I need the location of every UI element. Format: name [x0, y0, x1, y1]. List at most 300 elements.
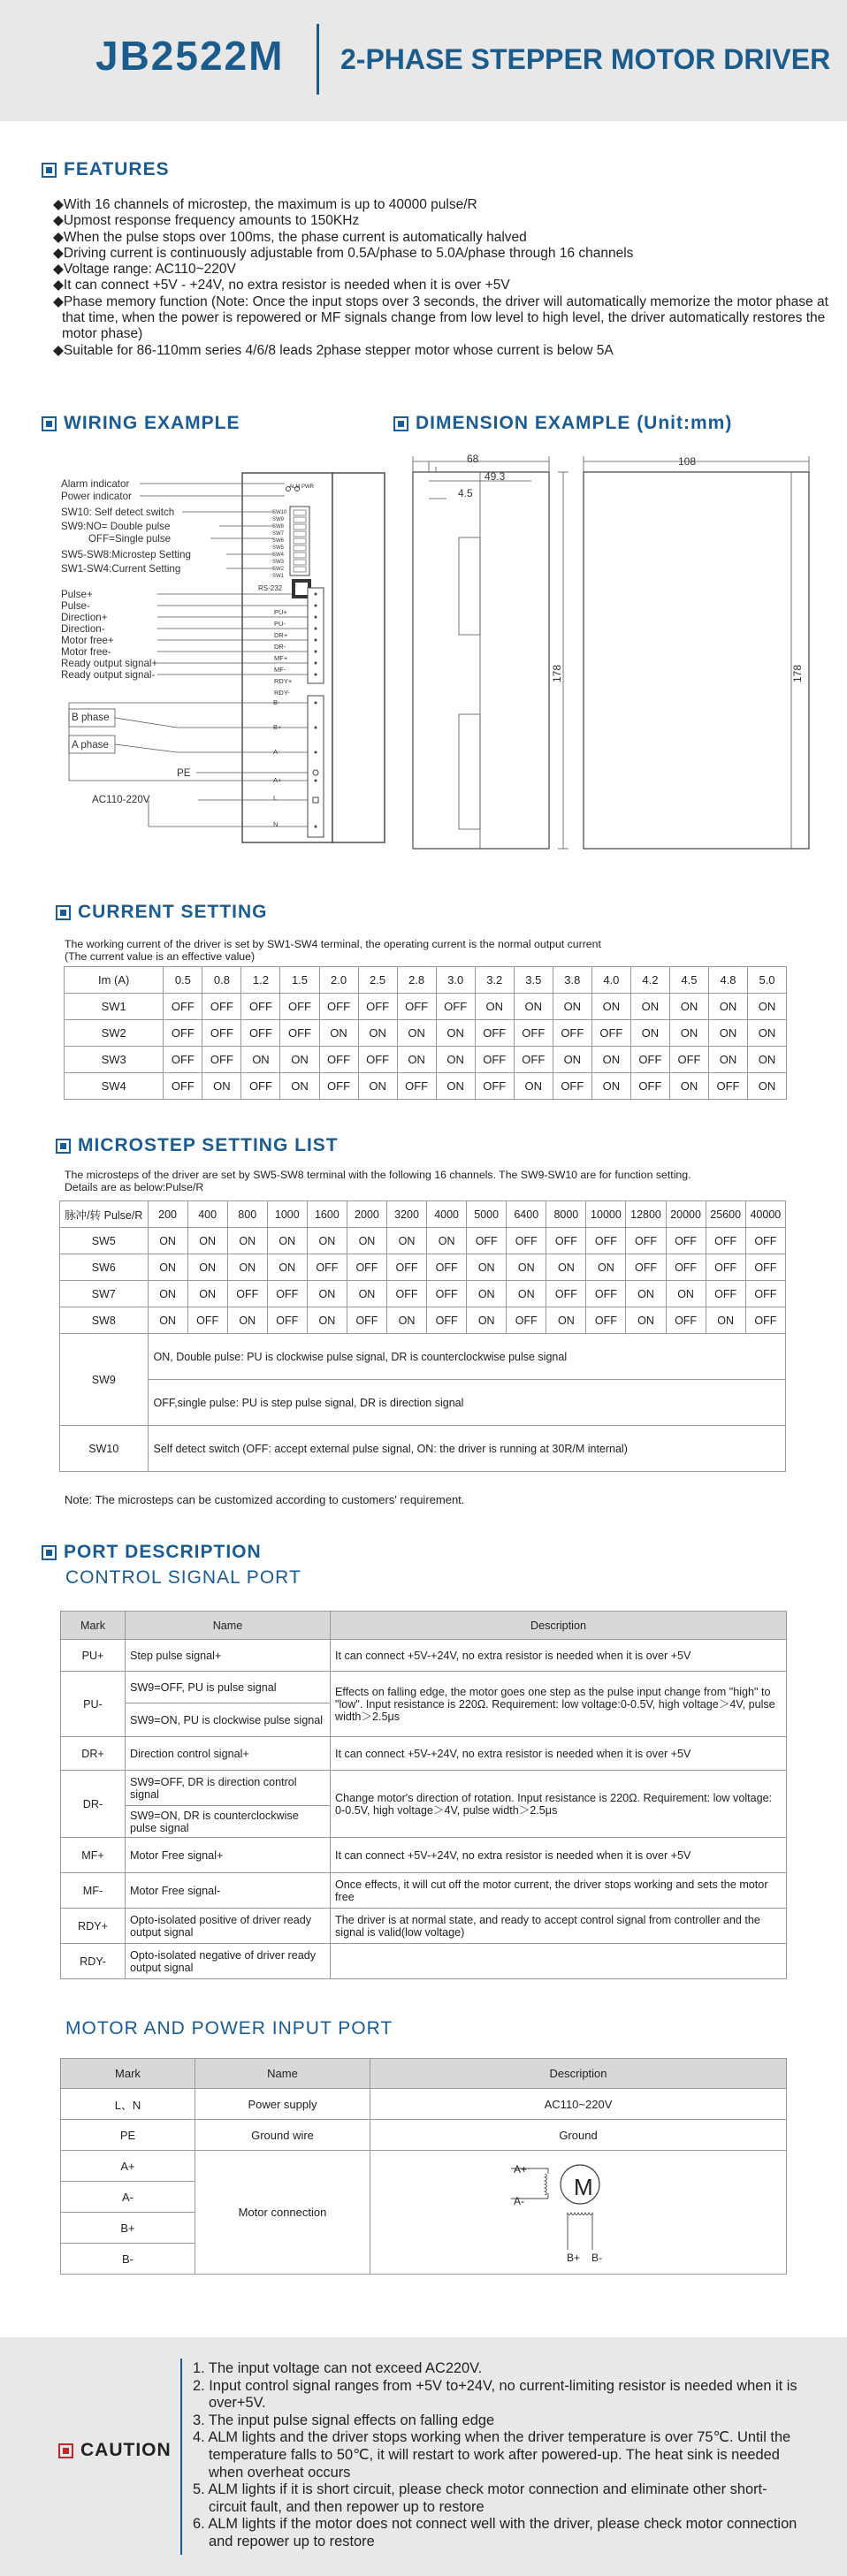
switch-state-cell: OFF: [427, 1254, 467, 1281]
header-cell: Name: [126, 1612, 331, 1640]
list-item: 1. The input voltage can not exceed AC220V.: [193, 2360, 483, 2376]
table-row: [61, 1737, 787, 1771]
header-cell: Description: [331, 1612, 787, 1640]
terminal-label: L: [273, 794, 278, 802]
switch-name-cell: SW8: [60, 1307, 149, 1334]
wiring-label: Power indicator: [61, 491, 132, 502]
current-title: CURRENT SETTING: [78, 902, 268, 922]
switch-state-cell: OFF: [546, 1228, 586, 1254]
name-cell: Motor Free signal+: [126, 1838, 331, 1873]
mark-cell: B-: [61, 2244, 195, 2275]
port-title: PORT DESCRIPTION: [64, 1542, 262, 1562]
switch-state-cell: OFF: [241, 994, 280, 1020]
header-value-cell: 2.5: [358, 967, 397, 994]
switch-state-cell: OFF: [319, 1047, 358, 1073]
wiring-label: SW9:NO= Double pulse: [61, 521, 171, 532]
mark-cell: PU-: [61, 1672, 126, 1737]
switch-state-cell: ON: [748, 994, 787, 1020]
switch-state-cell: OFF: [387, 1254, 427, 1281]
switch-state-cell: OFF: [267, 1281, 307, 1307]
square-bullet-icon: [42, 416, 57, 431]
switch-state-cell: OFF: [553, 1020, 591, 1047]
header-value-cell: 1000: [267, 1201, 307, 1228]
switch-state-cell: OFF: [347, 1254, 386, 1281]
features-title: FEATURES: [64, 159, 170, 179]
wiring-label: Pulse+: [61, 589, 93, 600]
switch-state-cell: OFF: [586, 1281, 626, 1307]
switch-state-cell: OFF: [202, 994, 241, 1020]
switch-state-cell: ON: [227, 1307, 267, 1334]
header-cell: Mark: [61, 2059, 195, 2089]
table-row: [61, 1771, 787, 1806]
switch-state-cell: OFF: [546, 1281, 586, 1307]
warning-square-icon: [58, 2443, 73, 2458]
desc-cell: Ground: [370, 2120, 787, 2151]
switch-state-cell: OFF: [187, 1307, 227, 1334]
table-row: [60, 1426, 786, 1472]
switch-state-cell: ON: [669, 1073, 708, 1100]
switch-state-cell: ON: [748, 1020, 787, 1047]
mark-cell: MF+: [61, 1838, 126, 1873]
switch-state-cell: ON: [319, 1020, 358, 1047]
desc-cell: [331, 1944, 787, 1979]
switch-name-cell: SW3: [65, 1047, 164, 1073]
wiring-diagram: [53, 464, 398, 853]
switch-state-cell: OFF: [241, 1073, 280, 1100]
header-value-cell: 25600: [706, 1201, 745, 1228]
dimension-drawing: [402, 451, 818, 857]
switch-state-cell: OFF: [706, 1254, 745, 1281]
switch-name-cell: SW4: [65, 1073, 164, 1100]
switch-state-cell: OFF: [267, 1307, 307, 1334]
table-row: [65, 994, 787, 1020]
header-value-cell: 4.0: [591, 967, 630, 994]
motor-symbol: M: [574, 2174, 593, 2200]
list-item: 4. ALM lights and the driver stops working when the driver temperature is over 75℃. Until the temperature falls to 50℃, it will restart to work after powered-up. The heat sink is needed when overheat occurs: [193, 2429, 791, 2481]
name-cell: Direction control signal+: [126, 1737, 331, 1771]
wiring-label: Direction-: [61, 623, 105, 635]
list-item: ◆When the pulse stops over 100ms, the phase current is automatically halved: [53, 229, 527, 245]
mark-cell: DR+: [61, 1737, 126, 1771]
switch-state-cell: ON: [387, 1307, 427, 1334]
switch-state-cell: ON: [553, 994, 591, 1020]
caution-heading: [58, 2440, 172, 2461]
switch-name-cell: SW1: [65, 994, 164, 1020]
terminal-label: A+: [273, 776, 282, 784]
desc-cell: It can connect +5V-+24V, no extra resistor is needed when it is over +5V: [331, 1640, 787, 1672]
switch-state-cell: OFF: [626, 1228, 666, 1254]
header-value-cell: 10000: [586, 1201, 626, 1228]
switch-state-cell: ON: [187, 1254, 227, 1281]
name-cell: SW9=ON, PU is clockwise pulse signal: [126, 1703, 331, 1737]
square-bullet-icon: [393, 416, 408, 431]
switch-state-cell: OFF: [626, 1254, 666, 1281]
header-value-cell: 1600: [307, 1201, 347, 1228]
switch-state-cell: OFF: [586, 1307, 626, 1334]
list-item: 5. ALM lights if it is short circuit, please check motor connection and eliminate other short-circuit fault, and then repower up to restore: [193, 2481, 767, 2515]
name-cell: SW9=ON, DR is counterclockwise pulse signal: [126, 1806, 331, 1838]
table-row: [61, 2089, 787, 2120]
port-heading: [42, 1542, 262, 1563]
switch-state-cell: OFF: [586, 1228, 626, 1254]
wiring-label: SW10: Self detect switch: [61, 507, 175, 518]
switch-state-cell: ON: [267, 1254, 307, 1281]
caution-divider: [180, 2359, 182, 2555]
switch-state-cell: OFF: [507, 1228, 546, 1254]
switch-state-cell: OFF: [347, 1307, 386, 1334]
switch-state-cell: ON: [669, 994, 708, 1020]
current-table: [64, 966, 787, 1100]
name-cell: SW9=OFF, DR is direction control signal: [126, 1771, 331, 1806]
control-port-table: [60, 1611, 787, 1979]
header-label-cell: Im (A): [65, 967, 164, 994]
switch-state-cell: OFF: [706, 1228, 745, 1254]
header-value-cell: 1.2: [241, 967, 280, 994]
header-value-cell: 4.5: [669, 967, 708, 994]
table-row: [61, 1944, 787, 1979]
product-title: 2-PHASE STEPPER MOTOR DRIVER: [340, 43, 831, 75]
list-item: ◆Voltage range: AC110~220V: [53, 262, 236, 278]
switch-state-cell: OFF: [591, 1020, 630, 1047]
list-item: 3. The input pulse signal effects on falling edge: [193, 2412, 495, 2428]
name-cell: Opto-isolated positive of driver ready output signal: [126, 1909, 331, 1944]
terminal-label: B-: [273, 698, 280, 706]
switch-state-cell: ON: [187, 1281, 227, 1307]
switch-state-cell: OFF: [553, 1073, 591, 1100]
wiring-label: Ready output signal+: [61, 658, 158, 669]
switch-state-cell: ON: [514, 994, 553, 1020]
dim-width-49: 49.3: [485, 470, 506, 483]
caution-title: CAUTION: [80, 2440, 172, 2460]
mark-cell: A+: [61, 2151, 195, 2182]
switch-state-cell: ON: [546, 1307, 586, 1334]
switch-state-cell: OFF: [164, 1073, 202, 1100]
ac-input-label: AC110-220V: [92, 794, 150, 805]
table-row: [60, 1334, 786, 1380]
switch-state-cell: ON: [148, 1281, 187, 1307]
switch-state-cell: ON: [748, 1047, 787, 1073]
dimension-title: DIMENSION EXAMPLE (Unit:mm): [416, 413, 733, 433]
wiring-heading: [42, 413, 240, 434]
switch-state-cell: ON: [514, 1073, 553, 1100]
switch-state-cell: OFF: [514, 1047, 553, 1073]
wiring-label: Motor free+: [61, 635, 114, 646]
table-header: [60, 1201, 786, 1228]
pe-label: PE: [177, 767, 191, 779]
header-divider: [317, 24, 319, 95]
switch-state-cell: ON: [546, 1254, 586, 1281]
switch-state-cell: OFF: [475, 1073, 514, 1100]
current-heading: [56, 902, 268, 923]
header-value-cell: 0.8: [202, 967, 241, 994]
switch-state-cell: OFF: [397, 994, 436, 1020]
table-row: [61, 2120, 787, 2151]
table-row: [60, 1254, 786, 1281]
switch-state-cell: OFF: [630, 1073, 669, 1100]
switch-state-cell: ON: [148, 1254, 187, 1281]
header-value-cell: 2000: [347, 1201, 386, 1228]
header-value-cell: 12800: [626, 1201, 666, 1228]
list-item: ◆Driving current is continuously adjustable from 0.5A/phase to 5.0A/phase through 16 channels: [53, 245, 634, 261]
table-row: [61, 1672, 787, 1703]
function-desc-cell: Self detect switch (OFF: accept external pulse signal, ON: the driver is running at 30R/M internal): [148, 1426, 785, 1472]
switch-state-cell: ON: [347, 1281, 386, 1307]
name-cell: SW9=OFF, PU is pulse signal: [126, 1672, 331, 1703]
name-cell: Power supply: [195, 2089, 370, 2120]
header-value-cell: 1.5: [280, 967, 319, 994]
switch-state-cell: ON: [666, 1281, 706, 1307]
mark-cell: A-: [61, 2182, 195, 2213]
features-heading: [42, 159, 170, 180]
switch-state-cell: OFF: [358, 1047, 397, 1073]
switch-state-cell: ON: [358, 1073, 397, 1100]
diag-a-plus: A+: [514, 2163, 528, 2176]
terminal-label: B+: [273, 723, 282, 731]
dimension-heading: [393, 413, 732, 434]
switch-state-cell: ON: [227, 1254, 267, 1281]
name-cell: Opto-isolated negative of driver ready output signal: [126, 1944, 331, 1979]
header-value-cell: 4.2: [630, 967, 669, 994]
current-note: The working current of the driver is set by SW1-SW4 terminal, the operating current is the normal output current (The current value is an effective value): [65, 938, 601, 963]
switch-state-cell: ON: [553, 1047, 591, 1073]
mark-cell: PU+: [61, 1640, 126, 1672]
square-bullet-icon: [56, 905, 71, 920]
dim-width-108: 108: [678, 455, 697, 468]
list-item: ◆It can connect +5V - +24V, no extra resistor is needed when it is over +5V: [53, 278, 510, 293]
desc-cell: The driver is at normal state, and ready to accept control signal from controller and the signal is valid(low voltage): [331, 1909, 787, 1944]
desc-cell: It can connect +5V-+24V, no extra resistor is needed when it is over +5V: [331, 1737, 787, 1771]
microstep-note: The microsteps of the driver are set by SW5-SW8 terminal with the following 16 channels. The SW9-SW10 are for function setting. Details are as below:Pulse/R: [65, 1169, 691, 1193]
table-row: [60, 1307, 786, 1334]
switch-state-cell: ON: [280, 1073, 319, 1100]
mark-cell: DR-: [61, 1771, 126, 1838]
switch-state-cell: OFF: [708, 1073, 747, 1100]
mark-cell: RDY-: [61, 1944, 126, 1979]
switch-state-cell: OFF: [427, 1307, 467, 1334]
desc-cell: Effects on falling edge, the motor goes one step as the pulse input change from "high" to "low". Input resistance is 220Ω. Requirement: low voltage:0-0.5V, high voltage＞4V, pulse width＞2.5μs: [331, 1672, 787, 1737]
header-value-cell: 0.5: [164, 967, 202, 994]
switch-state-cell: ON: [427, 1228, 467, 1254]
table-row: [61, 2151, 787, 2182]
switch-state-cell: OFF: [467, 1228, 507, 1254]
name-cell: Ground wire: [195, 2120, 370, 2151]
dim-height-178: 178: [791, 664, 805, 683]
desc-cell: Once effects, it will cut off the motor current, the driver stops working and sets the motor free: [331, 1873, 787, 1909]
switch-state-cell: OFF: [745, 1228, 785, 1254]
switch-state-cell: OFF: [164, 1047, 202, 1073]
switch-state-cell: ON: [708, 1047, 747, 1073]
switch-state-cell: OFF: [307, 1254, 347, 1281]
square-bullet-icon: [42, 1545, 57, 1560]
list-item: 2. Input control signal ranges from +5V to+24V, no current-limiting resistor is needed when it is over+5V.: [193, 2377, 797, 2412]
switch-state-cell: ON: [630, 994, 669, 1020]
diag-b-minus: B-: [591, 2252, 602, 2264]
switch-state-cell: ON: [307, 1228, 347, 1254]
model-name: JB2522M: [95, 33, 285, 79]
switch-state-cell: OFF: [669, 1047, 708, 1073]
switch-state-cell: OFF: [436, 994, 475, 1020]
switch-state-cell: ON: [591, 994, 630, 1020]
switch-state-cell: OFF: [227, 1281, 267, 1307]
header-value-cell: 2.8: [397, 967, 436, 994]
header-value-cell: 5000: [467, 1201, 507, 1228]
wiring-label: Alarm indicator: [61, 478, 130, 490]
switch-state-cell: ON: [708, 994, 747, 1020]
terminal-label: A-: [273, 748, 280, 756]
switch-state-cell: ON: [467, 1281, 507, 1307]
switch-state-cell: OFF: [241, 1020, 280, 1047]
signal-terminal-labels: PU+ PU- DR+ DR- MF+ MF- RDY+ RDY-: [274, 608, 293, 697]
table-row: [65, 1020, 787, 1047]
header-value-cell: 20000: [666, 1201, 706, 1228]
led-label: ALM PWR: [289, 484, 315, 490]
wiring-label: Motor free-: [61, 646, 111, 658]
switch-state-cell: OFF: [319, 994, 358, 1020]
switch-state-cell: OFF: [397, 1073, 436, 1100]
switch-state-cell: OFF: [358, 994, 397, 1020]
switch-state-cell: ON: [669, 1020, 708, 1047]
table-row: [61, 1838, 787, 1873]
caution-list: [193, 2360, 803, 2551]
microstep-heading: [56, 1135, 339, 1156]
header-cell: Description: [370, 2059, 787, 2089]
switch-state-cell: OFF: [630, 1047, 669, 1073]
wiring-title: WIRING EXAMPLE: [64, 413, 240, 433]
motor-diagram-cell: [370, 2151, 787, 2275]
list-item: ◆Phase memory function (Note: Once the input stops over 3 seconds, the driver will automatically memorize the motor phase at that time, when the power is repowered or MF signals change from low level to high level, the driver automatically restores the motor phase): [53, 293, 828, 342]
switch-state-cell: OFF: [706, 1281, 745, 1307]
header-value-cell: 3.2: [475, 967, 514, 994]
header-value-cell: 400: [187, 1201, 227, 1228]
wiring-label: SW1-SW4:Current Setting: [61, 563, 181, 575]
table-header: [61, 2059, 787, 2089]
switch-name-cell: SW10: [60, 1426, 149, 1472]
mark-cell: MF-: [61, 1873, 126, 1909]
switch-state-cell: OFF: [387, 1281, 427, 1307]
header-cell: Name: [195, 2059, 370, 2089]
switch-state-cell: OFF: [319, 1073, 358, 1100]
switch-state-cell: OFF: [280, 1020, 319, 1047]
table-row: [65, 1073, 787, 1100]
motor-port-title: MOTOR AND POWER INPUT PORT: [65, 2018, 393, 2039]
switch-state-cell: ON: [347, 1228, 386, 1254]
function-desc-cell: ON, Double pulse: PU is clockwise pulse signal, DR is counterclockwise pulse signal: [148, 1334, 785, 1380]
header-value-cell: 6400: [507, 1201, 546, 1228]
wiring-label: Ready output signal-: [61, 669, 156, 681]
header-value-cell: 3.0: [436, 967, 475, 994]
switch-state-cell: ON: [507, 1254, 546, 1281]
switch-state-cell: ON: [307, 1307, 347, 1334]
table-row: [61, 1873, 787, 1909]
wiring-label: OFF=Single pulse: [88, 533, 172, 545]
list-item: 6. ALM lights if the motor does not connect well with the driver, please check motor connection and repower up to restore: [193, 2516, 797, 2549]
switch-state-cell: ON: [148, 1228, 187, 1254]
switch-state-cell: ON: [586, 1254, 626, 1281]
microstep-table: [59, 1200, 786, 1472]
name-cell: Step pulse signal+: [126, 1640, 331, 1672]
switch-name-cell: SW9: [60, 1334, 149, 1426]
switch-state-cell: ON: [387, 1228, 427, 1254]
switch-state-cell: ON: [241, 1047, 280, 1073]
switch-name-cell: SW5: [60, 1228, 149, 1254]
header-value-cell: 800: [227, 1201, 267, 1228]
microstep-footnote: Note: The microsteps can be customized according to customers' requirement.: [65, 1493, 465, 1506]
switch-state-cell: ON: [307, 1281, 347, 1307]
microstep-title: MICROSTEP SETTING LIST: [78, 1135, 339, 1155]
header-cell: Mark: [61, 1612, 126, 1640]
diag-a-minus: A-: [514, 2195, 524, 2207]
table-row: [65, 1047, 787, 1073]
switch-state-cell: ON: [626, 1307, 666, 1334]
diag-b-plus: B+: [567, 2252, 581, 2264]
terminal-label: N: [273, 820, 279, 828]
switch-state-cell: OFF: [745, 1281, 785, 1307]
header-value-cell: 3200: [387, 1201, 427, 1228]
switch-state-cell: OFF: [745, 1254, 785, 1281]
square-bullet-icon: [42, 163, 57, 178]
features-list: [53, 197, 831, 359]
switch-state-cell: OFF: [666, 1228, 706, 1254]
b-phase-label: B phase: [72, 712, 110, 723]
switch-state-cell: ON: [436, 1073, 475, 1100]
table-row: [60, 1281, 786, 1307]
switch-state-cell: OFF: [507, 1307, 546, 1334]
desc-cell: It can connect +5V-+24V, no extra resistor is needed when it is over +5V: [331, 1838, 787, 1873]
header-value-cell: 200: [148, 1201, 187, 1228]
rs232-label: RS-232: [258, 584, 283, 592]
switch-state-cell: ON: [630, 1020, 669, 1047]
switch-name-cell: SW7: [60, 1281, 149, 1307]
table-header: [61, 1612, 787, 1640]
name-cell: Motor Free signal-: [126, 1873, 331, 1909]
dim-height-178: 178: [551, 664, 564, 683]
list-item: ◆Upmost response frequency amounts to 150KHz: [53, 213, 360, 229]
switch-state-cell: ON: [507, 1281, 546, 1307]
switch-state-cell: ON: [280, 1047, 319, 1073]
switch-name-cell: SW2: [65, 1020, 164, 1047]
table-row: [60, 1228, 786, 1254]
switch-state-cell: ON: [202, 1073, 241, 1100]
wiring-label: Direction+: [61, 612, 108, 623]
header-value-cell: 40000: [745, 1201, 785, 1228]
switch-state-cell: OFF: [164, 994, 202, 1020]
switch-state-cell: ON: [706, 1307, 745, 1334]
switch-state-cell: ON: [148, 1307, 187, 1334]
table-row: [61, 1640, 787, 1672]
dim-width-4-5: 4.5: [458, 487, 473, 499]
switch-state-cell: ON: [467, 1254, 507, 1281]
switch-state-cell: ON: [397, 1020, 436, 1047]
switch-state-cell: ON: [397, 1047, 436, 1073]
switch-state-cell: ON: [436, 1020, 475, 1047]
header-value-cell: 2.0: [319, 967, 358, 994]
switch-state-cell: OFF: [475, 1020, 514, 1047]
square-bullet-icon: [56, 1139, 71, 1154]
control-port-title: CONTROL SIGNAL PORT: [65, 1567, 301, 1588]
switch-name-cell: SW6: [60, 1254, 149, 1281]
header-value-cell: 3.8: [553, 967, 591, 994]
wiring-label: Pulse-: [61, 600, 90, 612]
desc-cell: AC110~220V: [370, 2089, 787, 2120]
header-value-cell: 4.8: [708, 967, 747, 994]
switch-state-cell: ON: [267, 1228, 307, 1254]
header-value-cell: 4000: [427, 1201, 467, 1228]
header-value-cell: 3.5: [514, 967, 553, 994]
switch-state-cell: ON: [591, 1047, 630, 1073]
header-label-cell: 脉冲/转 Pulse/R: [60, 1201, 149, 1228]
list-item: ◆With 16 channels of microstep, the maximum is up to 40000 pulse/R: [53, 197, 477, 212]
list-item: ◆Suitable for 86-110mm series 4/6/8 leads 2phase stepper motor whose current is below 5A: [53, 342, 614, 358]
